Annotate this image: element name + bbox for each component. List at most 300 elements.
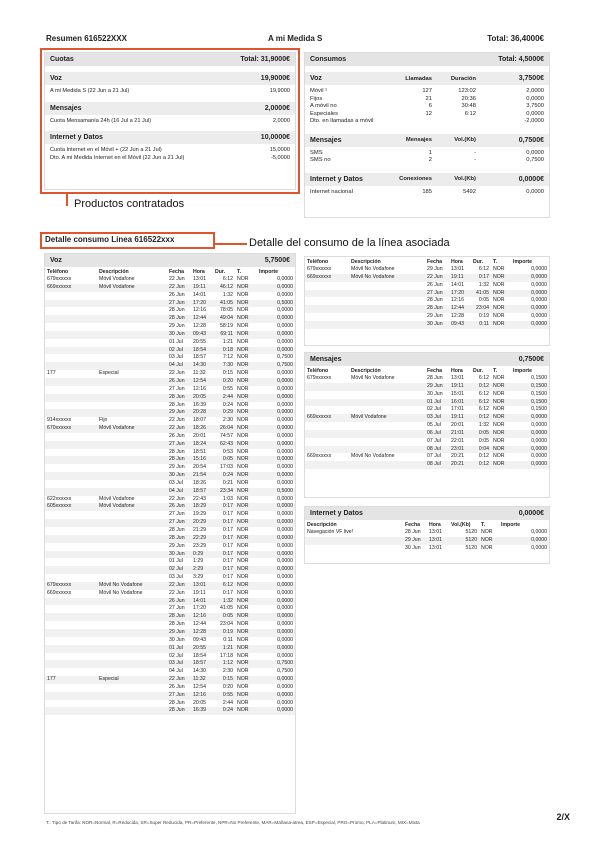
table-cell [45, 551, 97, 559]
table-cell [45, 480, 97, 488]
table-cell: 22 Jun [169, 370, 185, 377]
table-cell: 12:28 [193, 323, 206, 330]
cuotas-internet-title: Internet y Datos [50, 134, 103, 141]
table-cell: 0,0000 [277, 574, 293, 581]
table-row [45, 300, 295, 308]
summary-cell: 6:12 [464, 110, 476, 117]
table-cell: NOR [237, 291, 249, 298]
table-row [45, 315, 295, 323]
table-row [45, 590, 295, 598]
internet-detail-title: Internet y Datos [310, 510, 363, 517]
table-cell: 07 Jul [427, 453, 441, 460]
table-cell [349, 438, 425, 446]
table-cell: NOR [235, 503, 257, 511]
table-cell: 41:05 [213, 300, 235, 308]
table-cell: 1:21 [213, 645, 235, 653]
table-cell: 622xxxxxx [47, 495, 72, 502]
table-cell: 12:54 [191, 378, 213, 386]
table-cell: 30 Jun [427, 390, 443, 397]
table-cell: NOR [237, 542, 249, 549]
cuotas-mensajes-title: Mensajes [50, 104, 82, 112]
table-row [305, 313, 549, 321]
table-cell: 0,0000 [277, 464, 293, 471]
table-cell: 28 Jun [169, 448, 185, 455]
table-cell: 28 Jun [169, 527, 185, 533]
table-cell: 1:32 [478, 281, 489, 288]
summary-cell: 2 [428, 157, 432, 163]
summary-row [305, 157, 549, 165]
table-cell: NOR [481, 544, 493, 551]
table-cell [97, 315, 167, 323]
table-cell: NOR [237, 636, 249, 643]
invoice-total: Total: 36,4000€ [487, 34, 544, 43]
table-cell: 14:30 [191, 362, 213, 370]
table-cell: 27 Jun [167, 692, 191, 700]
table-cell: 12:28 [191, 629, 213, 637]
table-cell: 02 Jul [167, 347, 191, 355]
cuotas-voz-title: Voz [50, 75, 62, 82]
table-cell: 30 Jun [405, 544, 421, 551]
table-row [305, 545, 549, 553]
table-cell: 0:17 [213, 503, 235, 511]
summary-cell: 123:02 [458, 88, 476, 94]
table-cell: NOR [235, 409, 257, 417]
table-row [305, 266, 549, 274]
table-cell: NOR [237, 511, 249, 518]
table-cell: 03 Jul [425, 414, 449, 422]
line-amount: 19,9000 [269, 88, 290, 94]
table-cell: 09:43 [193, 636, 206, 643]
table-cell [45, 339, 97, 347]
column-header: T. [493, 367, 498, 374]
table-cell [97, 464, 167, 472]
table-cell [45, 527, 97, 535]
summary-cell [432, 118, 476, 126]
table-cell: 0,0000 [277, 432, 293, 439]
table-cell: 0,0000 [531, 266, 547, 272]
table-cell [45, 394, 97, 402]
table-cell: 19:11 [191, 284, 213, 292]
table-cell: 0:12 [478, 453, 489, 460]
table-cell: 18:54 [191, 347, 213, 355]
table-row [305, 461, 549, 469]
table-cell: 14:30 [193, 668, 206, 675]
table-cell [97, 292, 167, 300]
table-cell: 12:16 [191, 613, 213, 621]
table-cell [97, 354, 167, 362]
table-cell: 2:44 [213, 394, 235, 402]
table-cell: 18:26 [191, 425, 213, 433]
table-cell: 0,0000 [277, 527, 293, 533]
table-cell: 0:17 [222, 558, 233, 565]
table-cell: 5120 [465, 544, 477, 551]
table-cell: 0:05 [471, 430, 491, 438]
table-cell: 0,0000 [511, 321, 549, 329]
voz-detail-title: Voz [50, 257, 62, 264]
table-cell: 27 Jun [167, 519, 191, 527]
table-cell: 0,0000 [257, 503, 295, 511]
table-cell: 0,1500 [531, 375, 547, 381]
table-cell: 28 Jun [169, 401, 185, 408]
column-header: T. [237, 268, 242, 275]
table-cell: 22 Jun [169, 276, 185, 282]
table-cell [97, 700, 167, 708]
table-cell: 11:32 [191, 676, 213, 684]
table-cell: 20:55 [191, 645, 213, 653]
table-row [45, 519, 295, 527]
table-cell: 18:29 [191, 503, 213, 511]
table-cell: 0,1500 [531, 390, 547, 397]
table-cell: 01 Jul [425, 399, 449, 407]
table-cell: 6:12 [222, 276, 233, 282]
footer-note: T.: Tipo de Tarifa: NOR=Normal, R=Reducida, SR=Super Reducida, PR=Preferente, NPR=No Preferente, MAR=Mañana-atrea, ESP=Especial, PRO=Promo, PLA=Platinum, MIX=Mixta [46, 820, 420, 825]
table-cell: 0:24 [213, 472, 235, 480]
table-row [45, 684, 295, 692]
summary-cell: SMS [310, 149, 323, 156]
table-cell: NOR [235, 284, 257, 292]
table-cell: 01 Jul [167, 645, 191, 653]
table-cell: 18:57 [193, 354, 206, 361]
table-cell: 27 Jun [169, 385, 185, 392]
table-cell: 19:11 [449, 414, 471, 422]
table-row [45, 362, 295, 370]
table-cell [97, 558, 167, 566]
table-cell [305, 391, 349, 399]
table-cell: NOR [493, 266, 505, 272]
table-cell: 14:01 [451, 281, 464, 288]
table-cell: 22 Jun [167, 676, 191, 684]
table-cell: 28 Jun [169, 699, 185, 706]
summary-cell: 127 [422, 88, 432, 94]
table-row [45, 402, 295, 410]
mensajes-detail-panel [304, 352, 550, 498]
table-cell: 12:16 [191, 692, 213, 700]
table-row [45, 456, 295, 464]
table-cell: 13:01 [451, 266, 464, 272]
table-cell: 27 Jun [169, 605, 185, 612]
table-cell [97, 449, 167, 457]
table-cell: 0:12 [471, 414, 491, 422]
table-cell: 13:01 [429, 544, 442, 551]
table-cell [45, 449, 97, 457]
table-cell: 22 Jun [167, 582, 191, 590]
table-cell: 22:43 [193, 495, 206, 502]
consumos-voz-title: Voz [310, 75, 322, 82]
table-row [45, 370, 295, 378]
table-cell [45, 519, 97, 527]
table-cell: 02 Jul [167, 566, 191, 574]
table-cell [97, 605, 167, 613]
table-cell: NOR [237, 652, 249, 659]
table-cell: NOR [491, 305, 511, 313]
table-cell: 0,0000 [511, 430, 549, 438]
detalle-label: Detalle consumo Línea 616522xxx [45, 235, 175, 244]
table-cell [45, 456, 97, 464]
table-cell [45, 386, 97, 394]
table-cell: 07 Jul [427, 437, 441, 444]
table-cell [97, 409, 167, 417]
table-cell: NOR [491, 321, 511, 329]
table-cell: 670xxxxxx [45, 425, 97, 433]
table-cell: 01 Jul [169, 558, 183, 565]
summary-row [305, 103, 549, 111]
table-cell: 74:57 [220, 432, 233, 439]
table-cell: 0,0000 [511, 274, 549, 282]
summary-cell: Internet nacional [310, 188, 353, 195]
consumos-mensajes-rows [305, 150, 549, 165]
table-cell: 27 Jun [425, 290, 449, 298]
table-row [305, 430, 549, 438]
internet-detail-header [305, 507, 549, 520]
table-cell: NOR [493, 313, 505, 320]
table-row [45, 582, 295, 590]
table-cell: 09:43 [449, 321, 471, 329]
table-cell: NOR [491, 274, 511, 282]
table-cell: 16:39 [193, 401, 206, 408]
table-cell: 0,0000 [277, 401, 293, 408]
table-row [45, 707, 295, 715]
page-number: 2/X [556, 812, 570, 822]
table-cell [97, 339, 167, 347]
table-cell [305, 313, 349, 321]
table-cell: 0,0000 [277, 385, 293, 392]
table-cell: 669xxxxxx [47, 589, 72, 596]
table-cell [349, 422, 425, 430]
table-cell: NOR [235, 645, 257, 653]
table-cell: 0,0000 [257, 598, 295, 606]
table-row [45, 511, 295, 519]
table-cell: NOR [235, 676, 257, 684]
table-row [45, 692, 295, 700]
table-row [45, 394, 295, 402]
consumos-internet-header [305, 173, 549, 186]
table-cell [97, 378, 167, 386]
table-cell: NOR [235, 315, 257, 323]
table-cell: 17:20 [449, 290, 471, 298]
table-cell: NOR [237, 370, 249, 377]
table-cell: 28 Jun [167, 315, 191, 323]
table-cell: NOR [235, 629, 257, 637]
cuotas-mensajes-amount: 2,0000€ [264, 104, 290, 112]
table-cell: NOR [237, 495, 249, 502]
table-cell: 22 Jun [425, 274, 449, 282]
resumen-label: Resumen 616522XXX [46, 34, 127, 43]
table-cell [97, 394, 167, 402]
consumos-mensajes-title: Mensajes [310, 136, 342, 144]
table-cell [97, 535, 167, 543]
table-cell: 0:19 [213, 629, 235, 637]
mensajes-detail-amount: 0,7500€ [518, 356, 544, 363]
table-cell: 18:26 [193, 479, 206, 486]
table-cell: 0,0000 [257, 441, 295, 449]
table-cell: NOR [493, 390, 505, 397]
summary-cell: 12 [425, 110, 432, 117]
table-cell [45, 613, 97, 621]
table-cell: 23:34 [213, 488, 235, 496]
table-cell: NOR [237, 385, 249, 392]
table-cell: 0:55 [222, 385, 233, 392]
column-header: Importe [513, 258, 533, 265]
table-cell: 0:04 [471, 446, 491, 454]
table-cell: 22 Jun [167, 425, 191, 433]
table-cell: 0:29 [213, 409, 235, 417]
table-cell: 17:20 [193, 605, 206, 612]
column-header: Importe [259, 268, 279, 275]
consumos-panel [304, 52, 550, 218]
table-cell: 30 Jun [169, 636, 185, 643]
table-cell [45, 441, 97, 449]
table-cell: 0,0000 [277, 370, 293, 377]
internet-detail-amount: 0,0000€ [518, 510, 544, 517]
table-header [305, 257, 549, 266]
table-cell: NOR [235, 660, 257, 668]
table-cell: 22 Jun [169, 495, 185, 502]
table-cell: 6:12 [471, 399, 491, 407]
table-cell [97, 637, 167, 645]
summary-row [305, 96, 549, 104]
table-cell: 41:05 [220, 605, 233, 612]
table-cell [305, 399, 349, 407]
table-cell [305, 438, 349, 446]
table-cell: 0:24 [222, 401, 233, 408]
table-cell: 679xxxxxx [307, 266, 332, 272]
table-cell: 27 Jun [169, 511, 185, 518]
table-cell: 0,0000 [277, 652, 293, 659]
table-cell: 0,0000 [257, 566, 295, 574]
column-header: Hora [451, 367, 463, 374]
table-cell: 0,7500 [257, 660, 295, 668]
table-row [45, 558, 295, 566]
table-cell [45, 558, 97, 566]
table-cell: 0:24 [213, 707, 235, 715]
table-cell: 29 Jun [425, 383, 449, 391]
table-cell: 0:17 [222, 527, 233, 533]
table-cell: 1:29 [193, 558, 204, 565]
table-cell: 08 Jul [425, 461, 449, 469]
table-cell: 26 Jun [169, 683, 185, 690]
productos-connector [66, 194, 68, 206]
consumos-mensajes-header [305, 134, 549, 147]
line-amount: 15,0000 [269, 147, 290, 153]
detalle-note: Detalle del consumo de la línea asociada [249, 237, 450, 249]
table-cell [97, 433, 167, 441]
table-cell: 12:44 [449, 305, 471, 313]
table-cell: NOR [235, 488, 257, 496]
table-cell: 28 Jun [169, 307, 185, 314]
cuotas-title: Cuotas [50, 56, 74, 63]
table-cell: 0,0000 [257, 409, 295, 417]
table-cell: 6:12 [478, 406, 489, 413]
table-cell: NOR [237, 527, 249, 533]
table-row [45, 645, 295, 653]
table-cell: NOR [237, 448, 249, 455]
table-cell: 03 Jul [169, 479, 183, 486]
summary-row [305, 189, 549, 197]
table-cell: 28 Jun [169, 621, 185, 628]
table-cell [45, 347, 97, 355]
table-cell: 12:28 [451, 313, 464, 320]
table-cell: 18:57 [191, 488, 213, 496]
table-row [45, 331, 295, 339]
table-cell: 0,0000 [531, 529, 547, 535]
table-cell [349, 290, 425, 298]
table-row [305, 406, 549, 414]
table-cell: 21:01 [449, 430, 471, 438]
summary-cell: -2,0000 [524, 118, 544, 124]
table-row [305, 422, 549, 430]
table-cell: 26 Jun [169, 291, 185, 298]
table-row [305, 414, 549, 422]
table-cell: 177 [47, 370, 56, 377]
internet-detail-rows [305, 529, 549, 553]
consumos-internet-title: Internet y Datos [310, 175, 363, 183]
table-cell: 28 Jun [425, 305, 449, 313]
table-cell [349, 446, 425, 454]
table-row [305, 453, 549, 461]
table-row [305, 529, 549, 537]
table-row [305, 438, 549, 446]
table-cell: 679xxxxxx [307, 375, 332, 381]
table-cell: NOR [235, 598, 257, 606]
table-cell: NOR [493, 437, 505, 444]
table-row [45, 496, 295, 504]
table-cell: 21:54 [191, 472, 213, 480]
table-cell: Móvil Vodafone [99, 495, 135, 502]
table-cell: NOR [479, 537, 499, 545]
table-cell: NOR [491, 399, 511, 407]
table-cell: NOR [235, 472, 257, 480]
summary-row [305, 118, 549, 126]
summary-cell [388, 118, 432, 126]
table-cell: 02 Jul [169, 652, 183, 659]
table-cell: 12:44 [193, 621, 206, 628]
table-cell: 28 Jun [427, 297, 443, 304]
table-cell: 17:18 [220, 652, 233, 659]
line-amount: -5,0000 [271, 154, 290, 161]
table-cell: NOR [235, 519, 257, 527]
table-cell: NOR [235, 707, 257, 715]
table-cell [45, 402, 97, 410]
table-cell [45, 354, 97, 362]
table-cell: 0,1500 [531, 406, 547, 413]
table-cell [305, 321, 349, 329]
table-cell: 26 Jun [167, 503, 191, 511]
table-cell: 03 Jul [169, 354, 183, 361]
table-cell: 7:30 [213, 362, 235, 370]
table-cell [45, 488, 97, 496]
table-row [45, 598, 295, 606]
table-cell: 04 Jul [169, 668, 183, 675]
line-desc: A mi Medida S (22 Jun a 21 Jul) [50, 88, 130, 94]
table-cell [45, 543, 97, 551]
table-cell [97, 519, 167, 527]
column-header: T. [481, 521, 486, 528]
table-cell: 177 [45, 676, 97, 684]
internet-detail-table [305, 520, 549, 553]
table-cell: NOR [237, 479, 249, 486]
table-cell: 679xxxxxx [47, 276, 72, 282]
table-cell: 12:44 [191, 315, 213, 323]
summary-cell: Dto. en llamadas a móvil [310, 118, 374, 124]
table-cell [45, 307, 97, 315]
table-cell [45, 464, 97, 472]
table-cell: 30 Jun [167, 551, 191, 559]
table-cell: 18:07 [193, 417, 206, 424]
table-cell: NOR [235, 456, 257, 464]
table-cell: NOR [491, 290, 511, 298]
table-cell: 0,0000 [277, 307, 293, 314]
table-cell [349, 461, 425, 469]
